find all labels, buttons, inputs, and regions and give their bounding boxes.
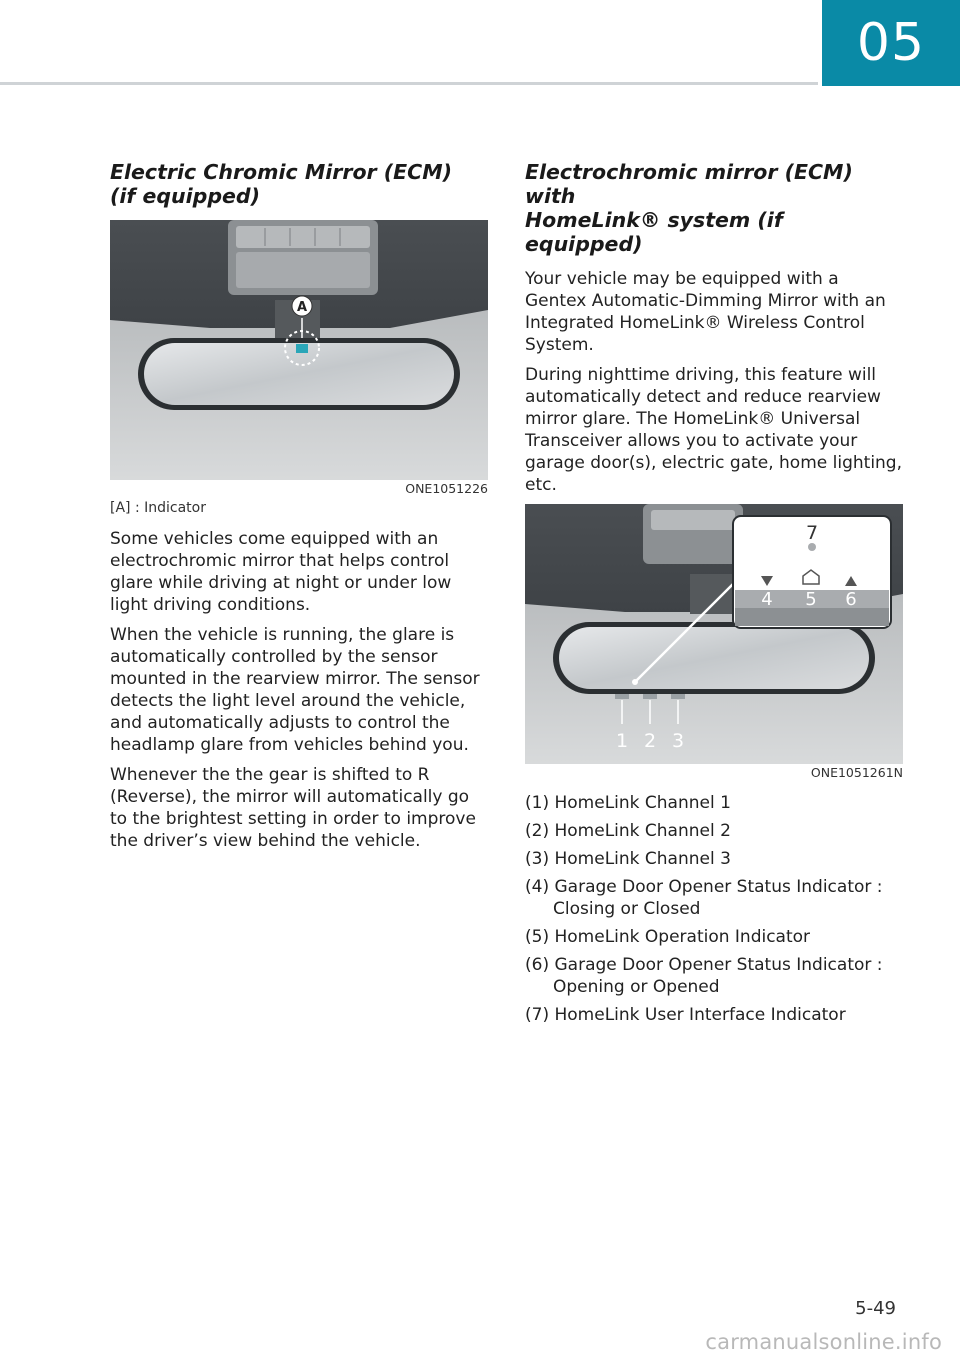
callout-5: 5 (805, 589, 817, 610)
homelink-mirror-illustration (525, 504, 903, 764)
figure-code: ONE1051226 (405, 481, 488, 496)
homelink-mirror-figure (525, 504, 903, 780)
list-item: (2) HomeLink Channel 2 (525, 821, 731, 841)
callout-4: 4 (761, 589, 773, 610)
ecm-mirror-figure (110, 220, 488, 496)
paragraph: Your vehicle may be equipped with a Gentex Automatic-Dimming Mirror with an Integrated HomeLink® Wireless Control System. (525, 269, 886, 355)
section-title-ecm: Electric Chromic Mirror (ECM) (if equipped) (110, 160, 452, 208)
callout-1: 1 (615, 730, 629, 752)
callout-2: 2 (643, 730, 657, 752)
figure-code: ONE1051261N (810, 765, 903, 780)
right-column (525, 160, 905, 1032)
page-number: 5-49 (855, 1298, 896, 1319)
paragraph: Some vehicles come equipped with an electrochromic mirror that helps control glare while driving at night or under low light driving conditions. (110, 529, 452, 615)
paragraph: Whenever the the gear is shifted to R (Reverse), the mirror will automatically go to the brightest setting in order to improve the driver’s view behind the vehicle. (110, 765, 476, 851)
marker-a-label: A (296, 300, 308, 315)
list-item: (6) Garage Door Opener Status Indicator : Opening or Opened (525, 955, 883, 997)
list-item: (7) HomeLink User Interface Indicator (525, 1005, 846, 1025)
list-item: (4) Garage Door Opener Status Indicator : Closing or Closed (525, 877, 883, 919)
paragraph: When the vehicle is running, the glare is automatically controlled by the sensor mounted in the rearview mirror. The sensor detects the light level around the vehicle, and automatically adjusts to control the headlamp glare from vehicles behind you. (110, 625, 480, 755)
chapter-tab: 05 (822, 0, 960, 86)
ecm-mirror-illustration (110, 220, 488, 480)
paragraph: During nighttime driving, this feature will automatically detect and reduce rearview mirror glare. The HomeLink® Universal Transceiver allows you to activate your garage door(s), electric gate, home lighting, etc. (525, 365, 903, 495)
header-rule (0, 82, 818, 85)
left-column (110, 160, 488, 860)
callout-6: 6 (845, 589, 857, 610)
watermark: carmanualsonline.info (705, 1330, 942, 1354)
section-title-homelink: Electrochromic mirror (ECM) with HomeLink® system (if equipped) (525, 160, 853, 256)
list-item: (3) HomeLink Channel 3 (525, 849, 731, 869)
callout-7: 7 (805, 522, 819, 544)
legend-list (525, 792, 905, 1026)
list-item: (1) HomeLink Channel 1 (525, 793, 731, 813)
figure-caption: [A] : Indicator (110, 500, 206, 516)
list-item: (5) HomeLink Operation Indicator (525, 927, 811, 947)
callout-3: 3 (671, 730, 685, 752)
